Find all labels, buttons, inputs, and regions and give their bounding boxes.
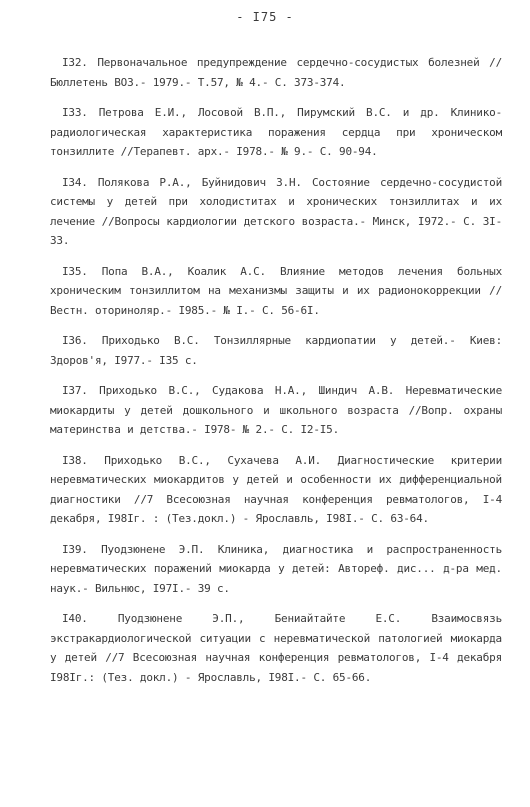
bibliography-entry: I34. Полякова Р.А., Буйнидович З.Н. Состояние сердечно-сосудистой системы у детей при холодиститах и хронических тонзиллитах и их лечение //Вопросы кардиологии детского возраста.- Минск, I972.- С. 3I-33. xyxy=(50,175,502,247)
bibliography-list xyxy=(50,42,502,692)
page-number: - I75 - xyxy=(236,10,294,24)
bibliography-entry: I40. Пуодзюнене Э.П., Бениайтайте Е.С. Взаимосвязь экстракардиологической ситуации с неревматической патологией миокарда у детей //7 Всесоюзная научная конференция ревматологов, I-4 декабря I98Iг.: (Тез. докл.) - Ярославль, I98I.- С. 65-66. xyxy=(50,612,502,684)
bibliography-entry: I36. Приходько В.С. Тонзиллярные кардиопатии у детей.- Киев: Здоров'я, I977.- I35 с. xyxy=(50,334,502,367)
bibliography-entry: I35. Попа В.А., Коалик А.С. Влияние методов лечения больных хроническим тонзиллитом на механизмы защиты и их радионокоррекции //Вестн. оториноляр.- I985.- № I.- С. 56-6I. xyxy=(50,264,502,317)
bibliography-entry: I33. Петрова Е.И., Лосовой В.П., Пирумский В.С. и др. Клинико-радиологическая характеристика поражения сердца при хроническом тонзиллите //Терапевт. арх.- I978.- № 9.- С. 90-94. xyxy=(50,106,502,158)
bibliography-entry: I38. Приходько В.С., Сухачева А.И. Диагностические критерии неревматических миокардитов у детей и особенности их дифференциальной диагностики //7 Всесоюзная научная конференция ревматологов, I-4 декабря, I98Iг. : (Тез.докл.) - Ярославль, I98I.- С. 63-64. xyxy=(50,453,502,525)
bibliography-entry: I39. Пуодзюнене Э.П. Клиника, диагностика и распространенность неревматических поражений миокарда у детей: Автореф. дис... д-ра мед. наук.- Вильнюс, I97I.- 39 с. xyxy=(50,542,502,595)
bibliography-entry: I37. Приходько В.С., Судакова Н.А., Шиндич А.В. Неревматические миокардиты у детей дошкольного и школьного возраста //Вопр. охраны материнства и детства.- I978- № 2.- С. I2-I5. xyxy=(50,384,502,436)
bibliography-entry: I32. Первоначальное предупреждение сердечно-сосудистых болезней //Бюллетень ВОЗ.- 1979.- Т.57, № 4.- С. 373-374. xyxy=(50,56,502,89)
